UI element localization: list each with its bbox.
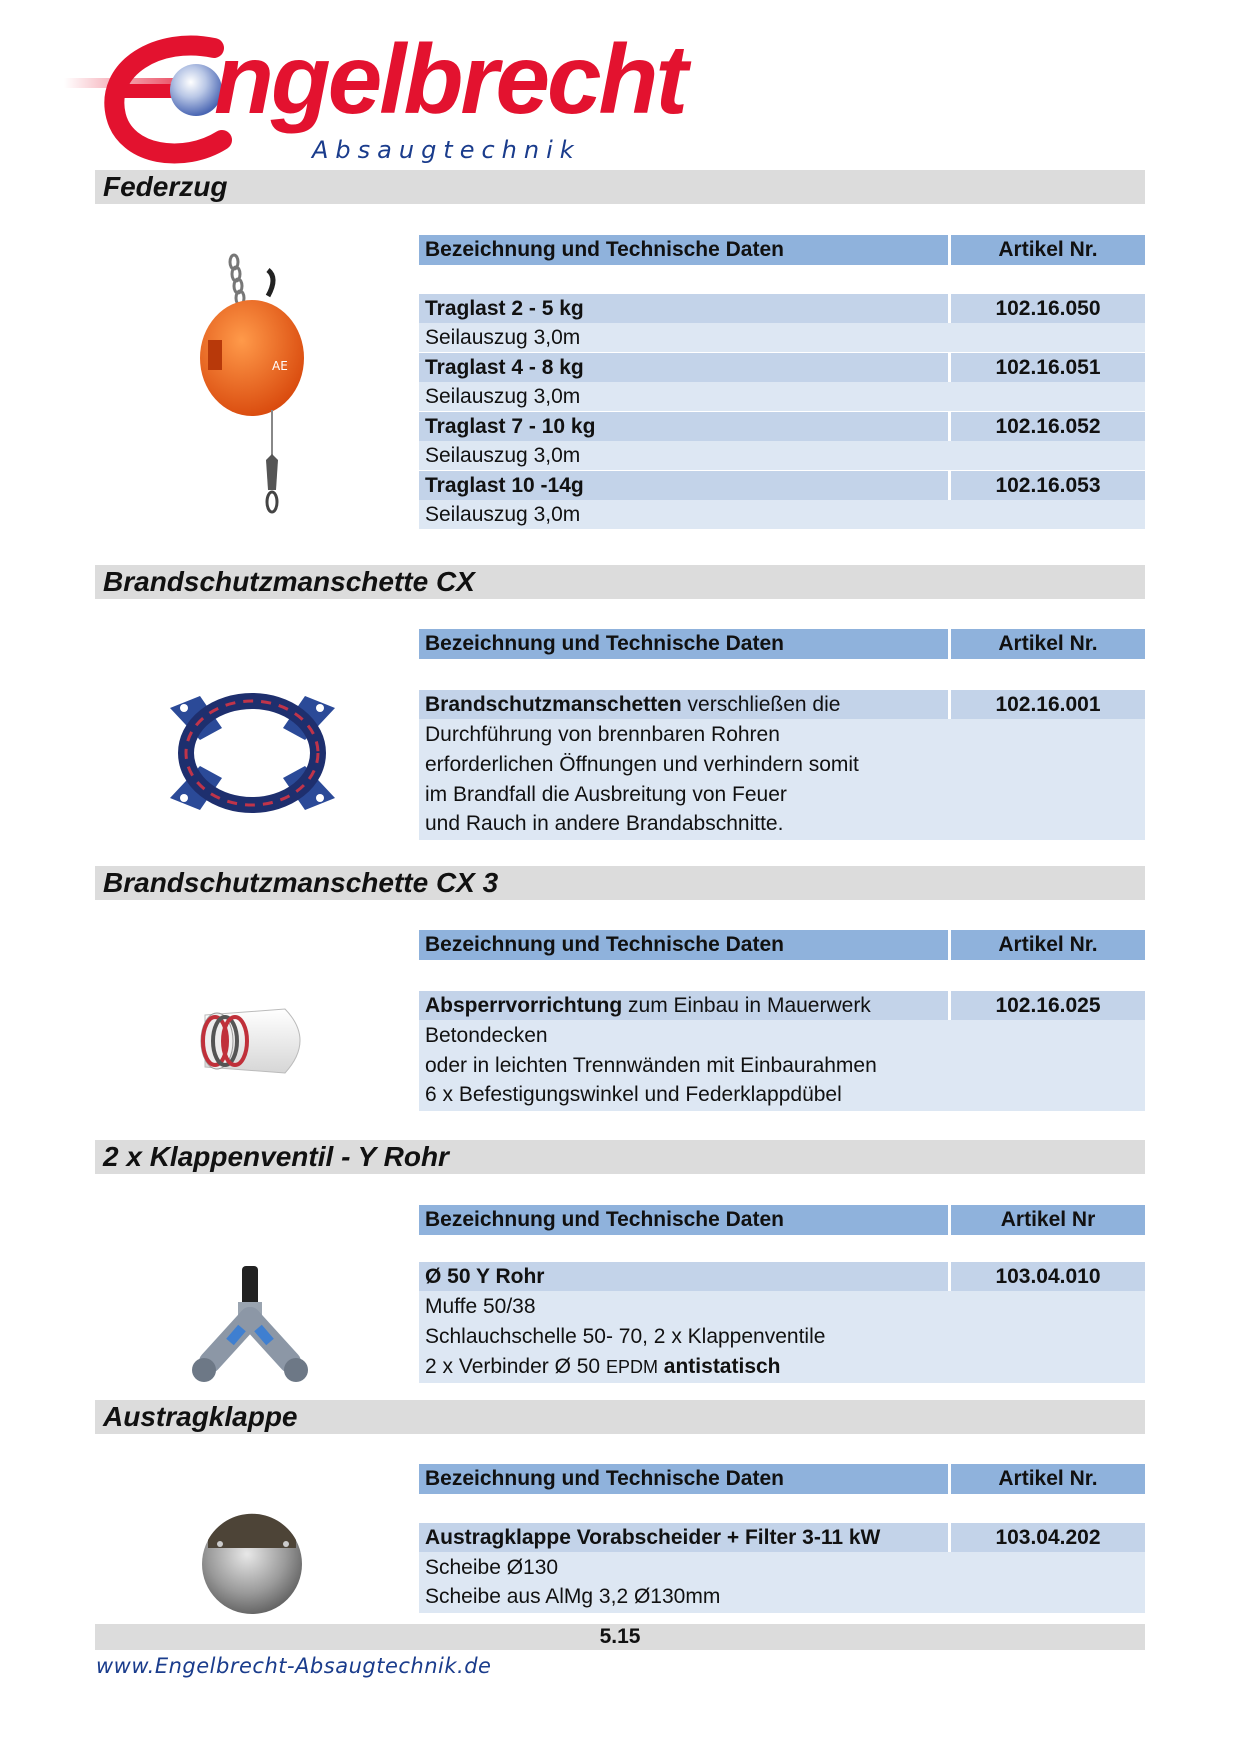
table-row (419, 1322, 1145, 1351)
row-text: oder in leichten Trennwänden mit Einbaurahmen (425, 1054, 877, 1077)
article-number: 102.16.050 (995, 297, 1101, 320)
header-description: Bezeichnung und Technische Daten (425, 238, 784, 261)
table-header (419, 629, 1145, 659)
table-header (419, 930, 1145, 960)
row-text: und Rauch in andere Brandabschnitte. (425, 812, 784, 835)
section-title: Federzug (103, 171, 228, 202)
row-text: Seilauszug 3,0m (425, 444, 581, 467)
table-row (419, 1582, 1145, 1611)
article-number: 102.16.025 (995, 994, 1101, 1017)
svg-text:AE: AE (272, 359, 288, 373)
row-text (425, 690, 840, 719)
row-text: erforderlichen Öffnungen und verhindern somit (425, 753, 859, 776)
brand-tagline: Absaugtechnik (312, 136, 581, 164)
table-row (419, 441, 1145, 470)
fire-collar-image (160, 688, 345, 818)
table-row (419, 780, 1145, 809)
row-text: Seilauszug 3,0m (425, 385, 581, 408)
article-number: 102.16.053 (995, 474, 1101, 497)
table-header (419, 235, 1145, 265)
table-row (419, 1352, 1145, 1381)
row-small: EPDM (605, 1357, 658, 1377)
shutoff-device-image (185, 995, 315, 1085)
table-row (419, 1292, 1145, 1321)
discharge-flap-image (198, 1510, 308, 1620)
row-text: Durchführung von brennbaren Rohren (425, 723, 780, 746)
article-number: 103.04.010 (995, 1265, 1101, 1288)
table-row (419, 353, 1145, 382)
row-text: Schlauchschelle 50- 70, 2 x Klappenventile (425, 1325, 826, 1348)
table-row (419, 294, 1145, 323)
table-row (419, 720, 1145, 749)
article-number: 102.16.052 (995, 415, 1101, 438)
table-row (419, 412, 1145, 441)
section-title-bar (95, 565, 1145, 599)
table-row (419, 323, 1145, 352)
section-title-bar (95, 170, 1145, 204)
table-row (419, 382, 1145, 411)
table-row (419, 690, 1145, 719)
section-title: 2 x Klappenventil - Y Rohr (103, 1141, 449, 1172)
page-number-bar (95, 1624, 1145, 1650)
row-bold: Brandschutzmanschetten (425, 693, 682, 716)
section-title-bar (95, 1140, 1145, 1174)
row-bold: antistatisch (657, 1355, 781, 1378)
header-description: Bezeichnung und Technische Daten (425, 1208, 784, 1231)
row-rest: zum Einbau in Mauerwerk (622, 994, 871, 1017)
header-description: Bezeichnung und Technische Daten (425, 933, 784, 956)
row-label: Traglast 2 - 5 kg (425, 297, 584, 320)
table-row (419, 1080, 1145, 1109)
table-row (419, 1262, 1145, 1291)
article-number: 103.04.202 (995, 1526, 1101, 1549)
table-row (419, 1021, 1145, 1050)
header-article: Artikel Nr (1000, 1208, 1096, 1231)
row-label: Ø 50 Y Rohr (425, 1265, 545, 1288)
table-row (419, 471, 1145, 500)
row-text: 6 x Befestigungswinkel und Federklappdübel (425, 1083, 842, 1106)
section-title-bar (95, 866, 1145, 900)
row-text (425, 1352, 781, 1382)
row-text: Betondecken (425, 1024, 548, 1047)
table-header (419, 1205, 1145, 1235)
header-article: Artikel Nr. (998, 632, 1098, 655)
page-number: 5.15 (599, 1625, 641, 1648)
row-text: Seilauszug 3,0m (425, 326, 581, 349)
table-row (419, 1523, 1145, 1552)
row-rest: verschließen die (681, 693, 841, 716)
table-row (419, 1051, 1145, 1080)
row-bold: Absperrvorrichtung (425, 994, 623, 1017)
row-label: Traglast 7 - 10 kg (425, 415, 596, 438)
table-header (419, 1464, 1145, 1494)
header-description: Bezeichnung und Technische Daten (425, 632, 784, 655)
row-label: Traglast 10 -14g (425, 474, 584, 497)
row-text: Scheibe aus AlMg 3,2 Ø130mm (425, 1585, 721, 1608)
header-article: Artikel Nr. (998, 238, 1098, 261)
row-text: im Brandfall die Ausbreitung von Feuer (425, 783, 787, 806)
header-article: Artikel Nr. (998, 1467, 1098, 1490)
header-description: Bezeichnung und Technische Daten (425, 1467, 784, 1490)
row-label: Traglast 4 - 8 kg (425, 356, 584, 379)
row-pre: 2 x Verbinder Ø 50 (425, 1355, 606, 1378)
row-text: Scheibe Ø130 (425, 1556, 559, 1579)
table-row (419, 809, 1145, 838)
brand-name: ngelbrecht (214, 24, 685, 134)
section-title-bar (95, 1400, 1145, 1434)
spring-balancer-image (190, 250, 330, 520)
section-title: Austragklappe (103, 1401, 298, 1432)
brand-logo (64, 24, 685, 173)
table-row (419, 750, 1145, 779)
row-text: Seilauszug 3,0m (425, 503, 581, 526)
y-pipe-image (180, 1262, 320, 1392)
row-text: Muffe 50/38 (425, 1295, 536, 1318)
table-row (419, 991, 1145, 1020)
row-label: Austragklappe Vorabscheider + Filter 3-11 kW (425, 1526, 881, 1549)
section-title: Brandschutzmanschette CX 3 (103, 867, 499, 898)
row-text (425, 991, 871, 1020)
header-article: Artikel Nr. (998, 933, 1098, 956)
website-link[interactable]: www.Engelbrecht-Absaugtechnik.de (96, 1654, 492, 1678)
section-title: Brandschutzmanschette CX (103, 566, 475, 597)
article-number: 102.16.001 (995, 693, 1101, 716)
table-row (419, 500, 1145, 529)
table-row (419, 1553, 1145, 1582)
article-number: 102.16.051 (995, 356, 1101, 379)
